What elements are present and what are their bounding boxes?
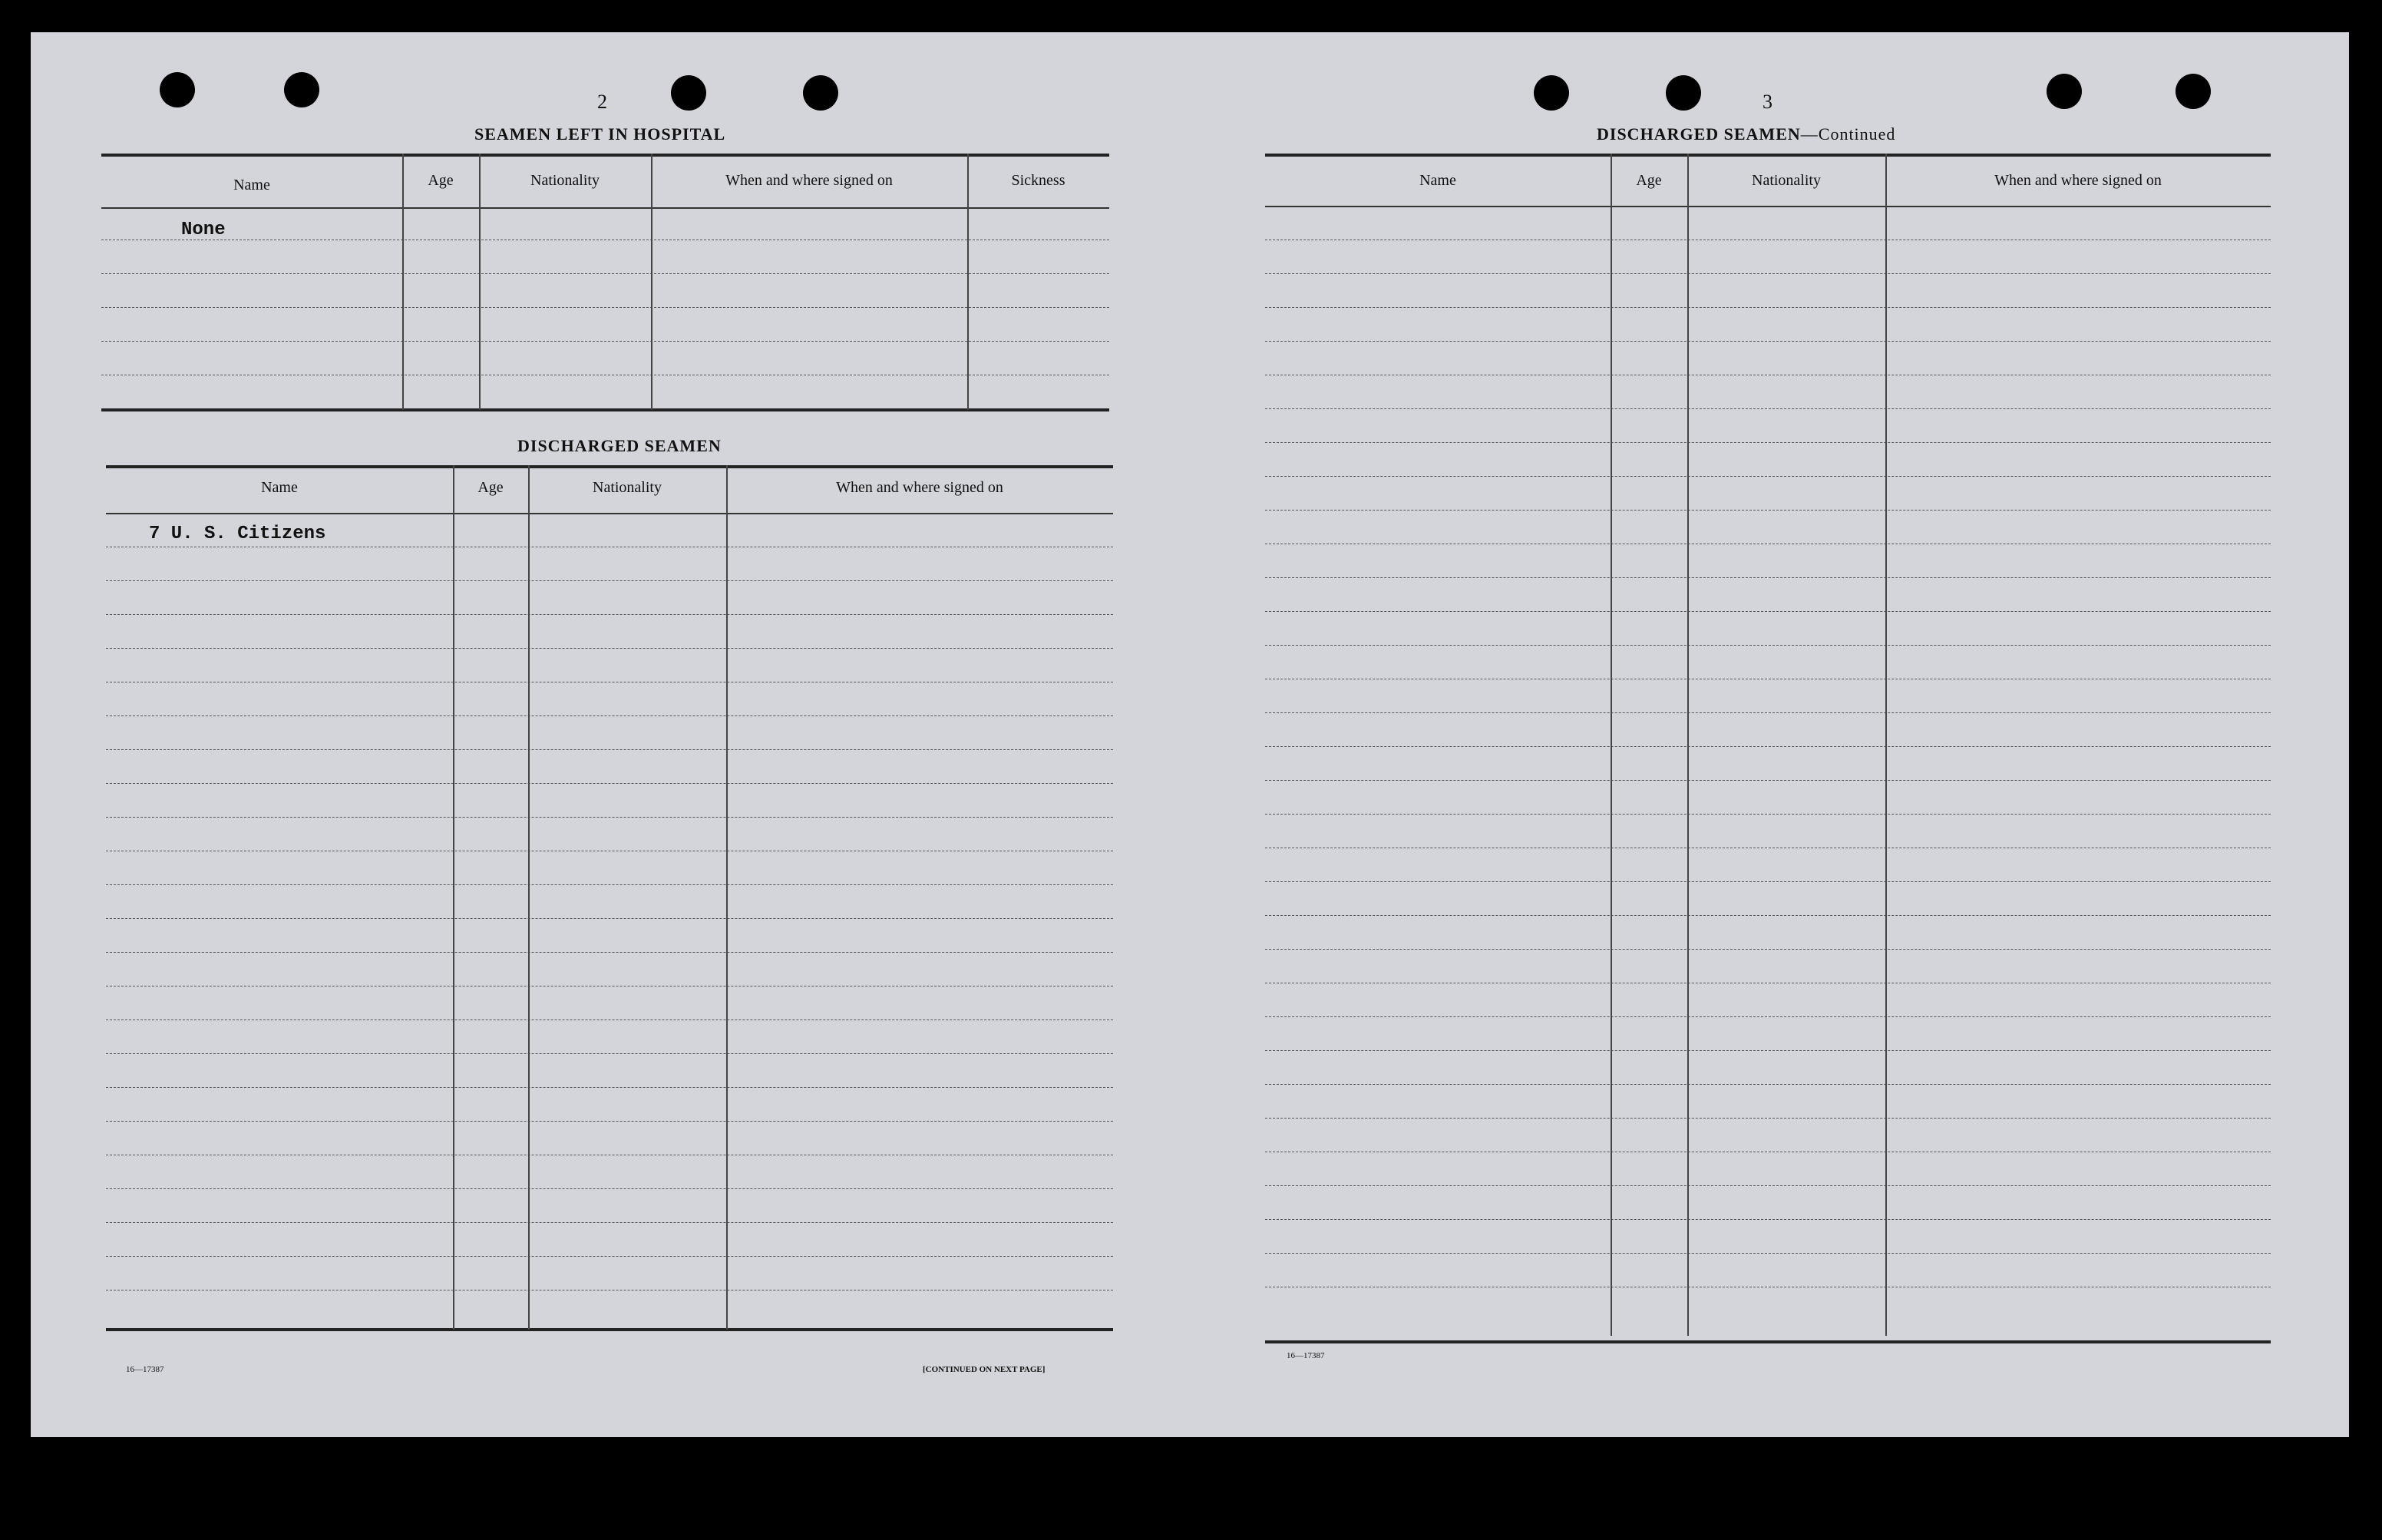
right-title-main: DISCHARGED SEAMEN (1597, 124, 1801, 144)
continued-header-age: Age (1636, 172, 1662, 189)
discharged-header-signed-on: When and where signed on (836, 479, 1003, 496)
right-title-continued: —Continued (1800, 124, 1896, 144)
hospital-header-signed-on: When and where signed on (725, 172, 893, 189)
hospital-entry: None (181, 220, 226, 240)
hospital-title: SEAMEN LEFT IN HOSPITAL (474, 124, 726, 144)
punch-hole (1534, 75, 1569, 111)
hospital-header-name: Name (233, 177, 270, 193)
document-sheet (31, 32, 2349, 1437)
discharged-title: DISCHARGED SEAMEN (517, 436, 722, 455)
punch-hole (1666, 75, 1701, 111)
continued-header-signed-on: When and where signed on (1994, 172, 2162, 189)
punch-hole (2176, 74, 2211, 109)
hospital-header-nationality: Nationality (530, 172, 600, 189)
punch-hole (671, 75, 706, 111)
left-form-number: 16—17387 (126, 1365, 164, 1374)
continued-header-name: Name (1419, 172, 1456, 189)
hospital-table (101, 154, 1109, 416)
discharged-header-age: Age (477, 479, 504, 496)
punch-hole (803, 75, 838, 111)
discharged-header-name: Name (261, 479, 298, 496)
punch-hole (284, 72, 319, 107)
right-page-number: 3 (1763, 91, 1772, 113)
continued-header-nationality: Nationality (1752, 172, 1821, 189)
discharged-table (106, 465, 1113, 1360)
discharged-header-nationality: Nationality (593, 479, 662, 496)
right-form-number: 16—17387 (1287, 1351, 1325, 1360)
discharged-entry: 7 U. S. Citizens (149, 524, 326, 544)
continued-note: [CONTINUED ON NEXT PAGE] (923, 1365, 1046, 1374)
hospital-header-age: Age (428, 172, 454, 189)
punch-hole (2047, 74, 2082, 109)
right-title (1597, 124, 1895, 144)
hospital-header-sickness: Sickness (1011, 172, 1065, 189)
discharged-continued-table (1265, 154, 2271, 1347)
punch-hole (160, 72, 195, 107)
left-page-number: 2 (597, 91, 607, 113)
